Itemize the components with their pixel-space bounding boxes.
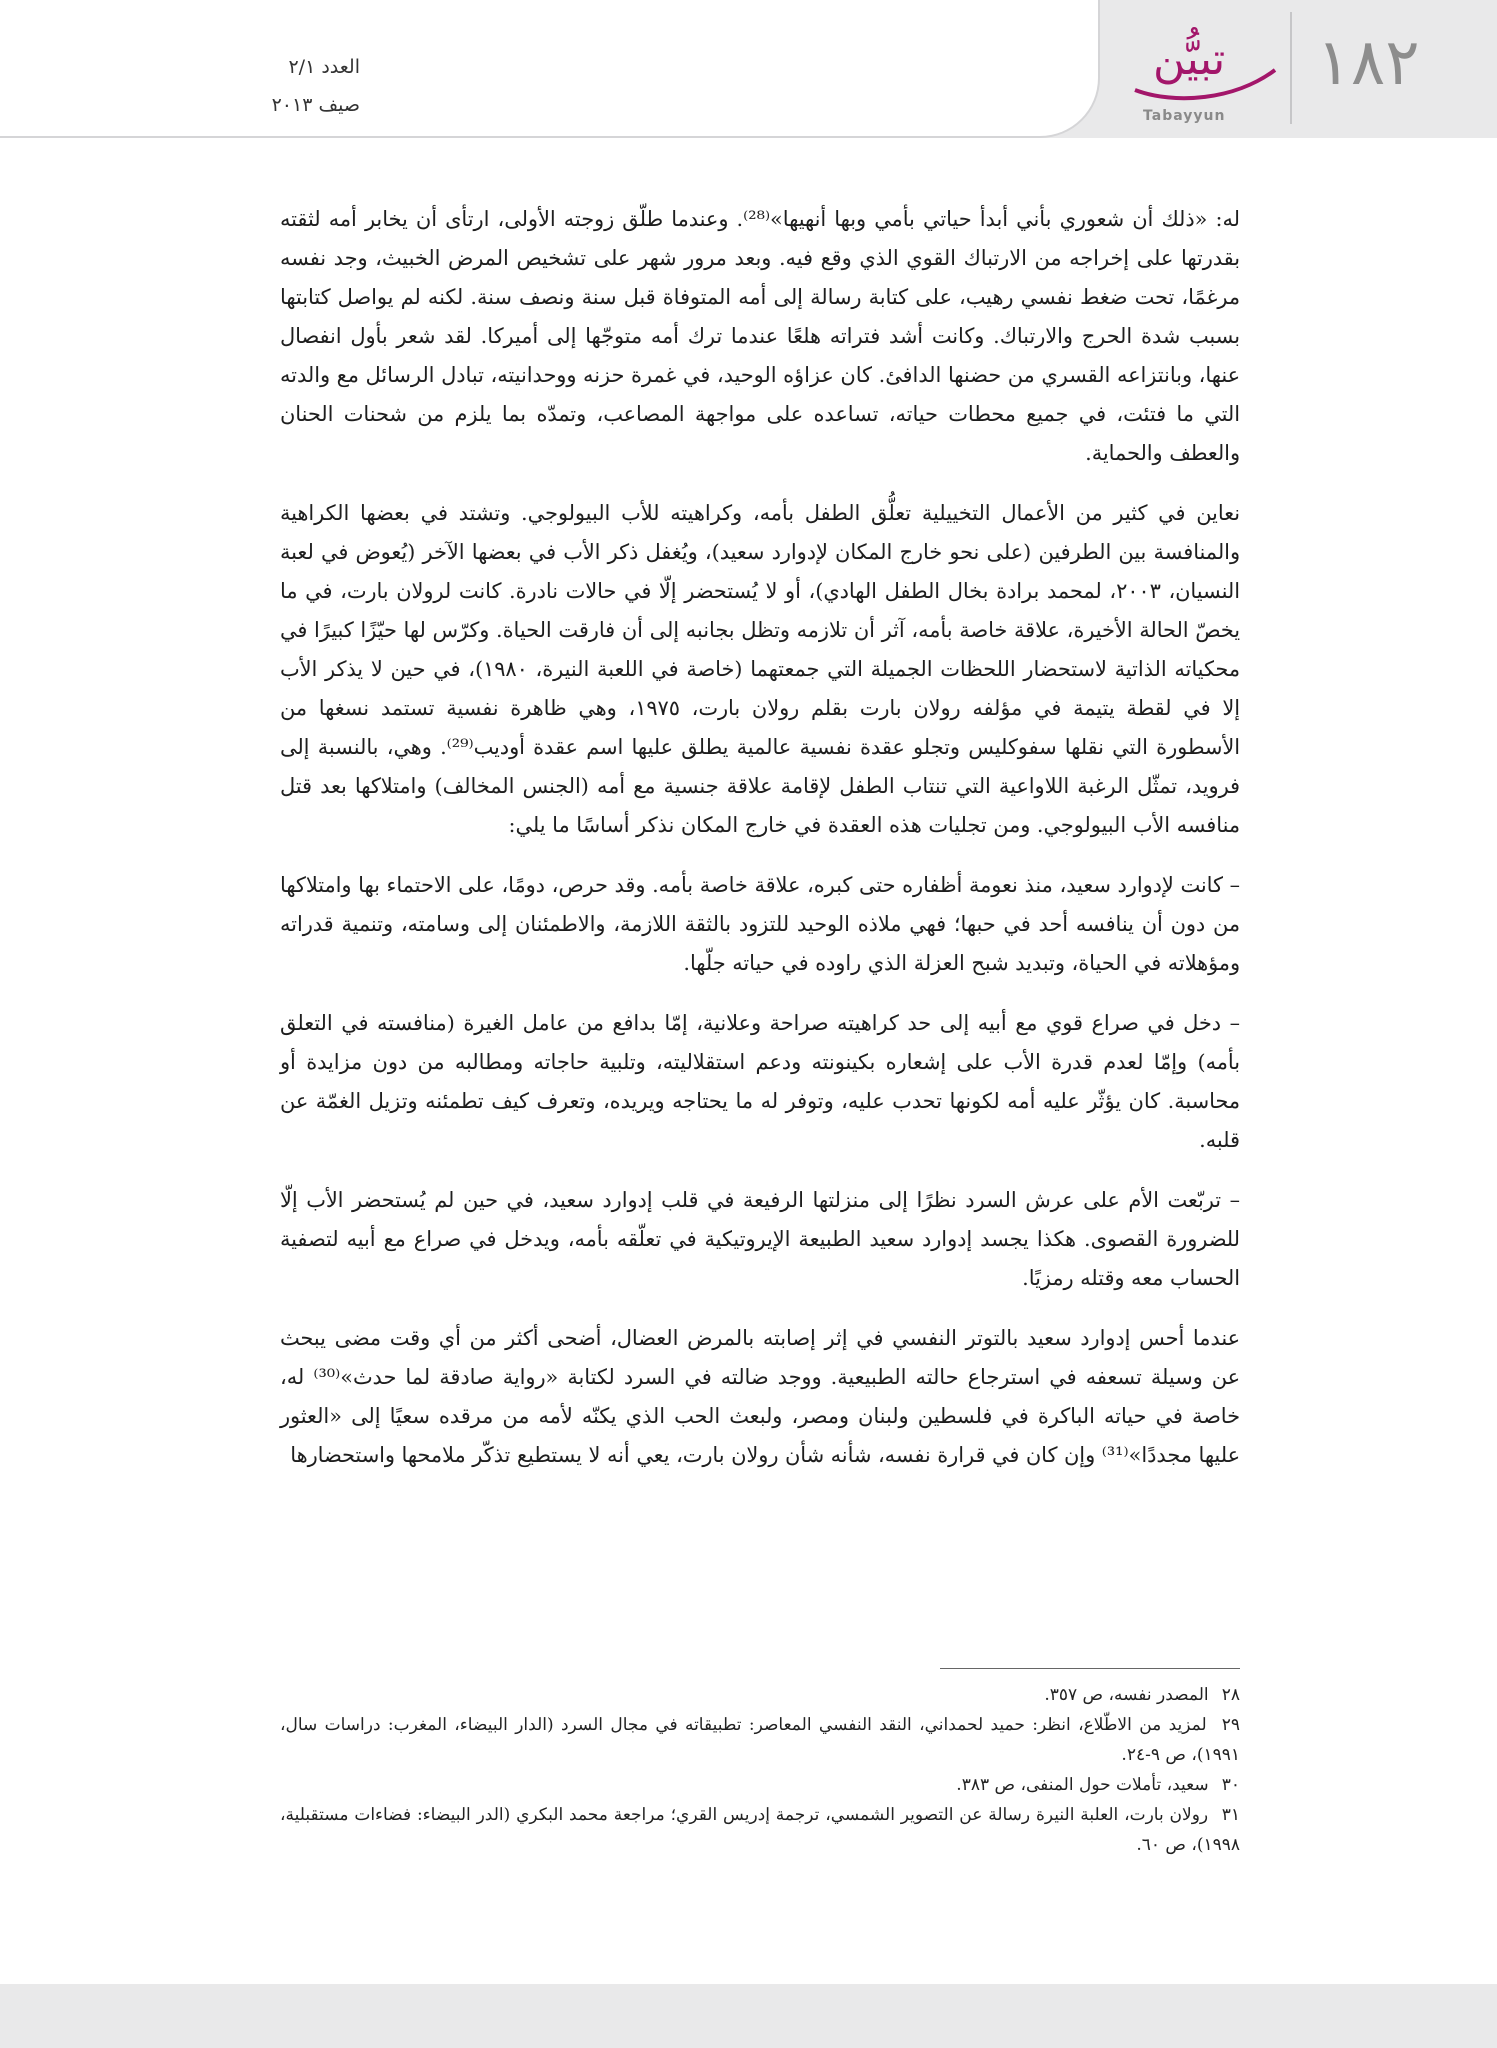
footer-band — [0, 1984, 1497, 2048]
tabayyun-logo — [1115, 30, 1285, 130]
header-card — [0, 0, 1100, 138]
paragraph: نعاين في كثير من الأعمال التخييلية تعلُّق الطفل بأمه، وكراهيته للأب البيولوجي. وتشتد في بعضها الكراهية والمنافسة بين الطرفين (على نحو خارج المكان لإدوارد سعيد)، ويُغفل ذكر الأب في بعضها الآخر (يُعوض في لعبة النسيان، ٢٠٠٣، لمحمد برادة بخال الطفل الهادي)، أو لا يُستحضر إلّا في حالات نادرة. كانت لرولان بارت، في ما يخصّ الحالة الأخيرة، علاقة خاصة بأمه، آثر أن تلازمه وتظل بجانبه إلى أن فارقت الحياة. وكرّس لها حيّزًا كبيرًا في محكياته الذاتية لاستحضار اللحظات الجميلة التي جمعتهما (خاصة في اللعبة النيرة، ١٩٨٠)، في حين لا يذكر الأب إلا في لقطة يتيمة في مؤلفه رولان بارت بقلم رولان بارت، ١٩٧٥، وهي ظاهرة نفسية تستمد نسغها من الأسطورة التي نقلها سفوكليس وتجلو عقدة نفسية عالمية يطلق عليها اسم عقدة أوديب⁽²⁹⁾. وهي، بالنسبة إلى فرويد، تمثّل الرغبة اللاواعية التي تنتاب الطفل لإقامة علاقة جنسية مع أمه (الجنس المخالف) وامتلاكها بعد قتل منافسه الأب البيولوجي. ومن تجليات هذه العقدة في خارج المكان نذكر أساسًا ما يلي: — [280, 501, 1240, 837]
footnote-31 — [280, 1800, 1240, 1860]
footnote-number: ٣٠ — [1221, 1775, 1240, 1795]
footnote-29 — [280, 1710, 1240, 1770]
footnote-text: المصدر نفسه، ص ٣٥٧. — [1044, 1685, 1209, 1705]
page-number: ١٨٢ — [1316, 26, 1420, 100]
article-body — [280, 200, 1240, 1496]
footnote-28 — [280, 1680, 1240, 1710]
footnote-number: ٢٨ — [1221, 1685, 1240, 1705]
list-item-paragraph: – تربّعت الأم على عرش السرد نظرًا إلى منزلتها الرفيعة في قلب إدوارد سعيد، في حين لم يُستحضر الأب إلّا للضرورة القصوى. هكذا يجسد إدوارد سعيد الطبيعة الإيروتيكية في تعلّقه بأمه، ويدخل في صراع مع أبيه لتصفية الحساب معه وقتله رمزيًا. — [280, 1188, 1240, 1290]
footnote-30 — [280, 1770, 1240, 1800]
paragraph: عندما أحس إدوارد سعيد بالتوتر النفسي في إثر إصابته بالمرض العضال، أضحى أكثر من أي وقت مضى يبحث عن وسيلة تسعفه في استرجاع حالته الطبيعية. ووجد ضالته في السرد لكتابة «رواية صادقة لما حدث»⁽³⁰⁾ له، خاصة في حياته الباكرة في فلسطين ولبنان ومصر، ولبعث الحب الذي يكنّه لأمه من مرقده سعيًا إلى «العثور عليها مجددًا»⁽³¹⁾ وإن كان في قرارة نفسه، شأنه شأن رولان بارت، يعي أنه لا يستطيع تذكّر ملامحها واستحضارها — [280, 1326, 1240, 1467]
footnote-divider — [940, 1668, 1240, 1669]
issue-season: صيف ٢٠١٣ — [271, 94, 360, 116]
issue-number: العدد ٢/١ — [288, 56, 360, 78]
issue-info — [270, 48, 360, 124]
footnotes — [280, 1680, 1240, 1860]
list-item-paragraph: – كانت لإدوارد سعيد، منذ نعومة أظفاره حتى كبره، علاقة خاصة بأمه. وقد حرص، دومًا، على الاحتماء بها وامتلاكها من دون أن ينافسه أحد في حبها؛ فهي ملاذه الوحيد للتزود بالثقة اللازمة، والاطمئنان إلى وسامته، وتنمية قدراته ومؤهلاته في الحياة، وتبديد شبح العزلة الذي راوده في حياته جلّها. — [280, 873, 1240, 975]
logo-latin-text: Tabayyun — [1143, 108, 1226, 124]
footnote-text: لمزيد من الاطّلاع، انظر: حميد لحمداني، النقد النفسي المعاصر: تطبيقاته في مجال السرد (الدار البيضاء، المغرب: دراسات سال، ١٩٩١)، ص ٩-٢٤. — [280, 1715, 1240, 1765]
footnote-text: رولان بارت، العلبة النيرة رسالة عن التصوير الشمسي، ترجمة إدريس القري؛ مراجعة محمد البكري (الدر البيضاء: فضاءات مستقبلية، ١٩٩٨)، ص ٦٠. — [280, 1805, 1240, 1855]
list-item-paragraph: – دخل في صراع قوي مع أبيه إلى حد كراهيته صراحة وعلانية، إمّا بدافع من عامل الغيرة (منافسته في التعلق بأمه) وإمّا لعدم قدرة الأب على إشعاره بكينونته ودعم استقلاليته، وتلبية حاجاته ومطالبه من دون مزايدة أو محاسبة. كان يؤثّر عليه أمه لكونها تحدب عليه، وتوفر له ما يحتاجه ويريده، وتعرف كيف تطمئنه وتزيل الغمّة عن قلبه. — [280, 1011, 1240, 1152]
paragraph: له: «ذلك أن شعوري بأني أبدأ حياتي بأمي وبها أنهيها»⁽²⁸⁾. وعندما طلّق زوجته الأولى، ارتأى أن يخابر أمه لثقته بقدرتها على إخراجه من الارتباك القوي الذي وقع فيه. وبعد مرور شهر على تشخيص المرض الخبيث، وجد نفسه مرغمًا، تحت ضغط نفسي رهيب، على كتابة رسالة إلى أمه المتوفاة قبل سنة ونصف سنة. لكنه لم يواصل كتابتها بسبب شدة الحرج والارتباك. وكانت أشد فتراته هلعًا عندما ترك أمه متوجّها إلى أميركا. لقد شعر بأول انفصال عنها، وبانتزاعه القسري من حضنها الدافئ. كان عزاؤه الوحيد، في غمرة حزنه ووحدانيته، تبادل الرسائل مع والدته التي ما فتئت، في جميع محطات حياته، تساعده على مواجهة المصاعب، وتمدّه بما يلزم من شحنات الحنان والعطف والحماية. — [280, 207, 1240, 465]
footnote-text: سعيد، تأملات حول المنفى، ص ٣٨٣. — [956, 1775, 1209, 1795]
footnote-number: ٢٩ — [1221, 1715, 1240, 1735]
footnote-number: ٣١ — [1221, 1805, 1241, 1825]
logo-arabic-text: تبيُّن — [1153, 34, 1226, 85]
